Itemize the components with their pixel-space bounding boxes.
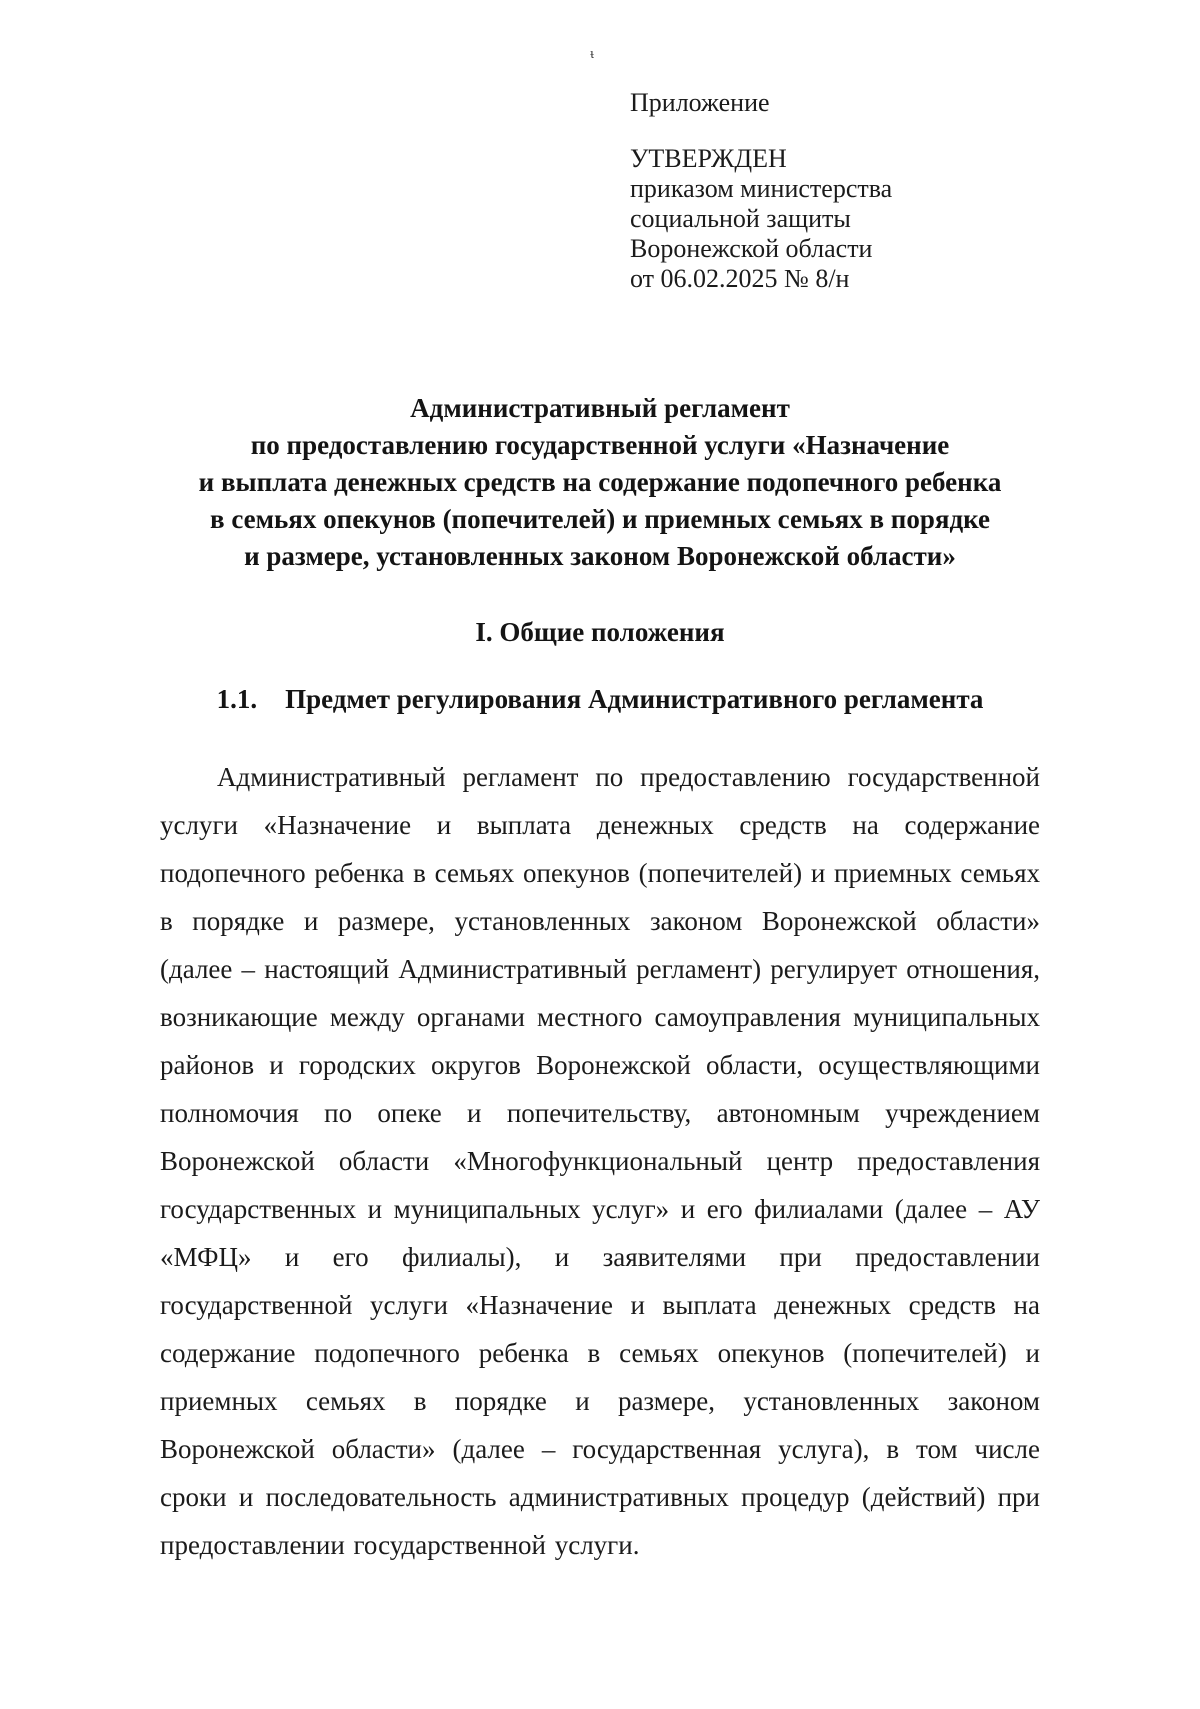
document-title-line: по предоставлению государственной услуги «Назначение bbox=[250, 430, 950, 460]
body-paragraph: Административный регламент по предоставлению государственной услуги «Назначение и выплата денежных средств на содержание подопечного ребенка в семьях опекунов (попечителей) и приемных семьях в порядке и размере, установленных законом Воронежской области» (далее – настоящий Административный регламент) регулирует отношения, возникающие между органами местного самоуправления муниципальных районов и городских округов Воронежской области, осуществляющими полномочия по опеке и попечительству, автономным учреждением Воронежской области «Многофункциональный центр предоставления государственных и муниципальных услуг» и его филиалами (далее – АУ «МФЦ» и его филиалы), и заявителями при предоставлении государственной услуги «Назначение и выплата денежных средств на содержание подопечного ребенка в семьях опекунов (попечителей) и приемных семьях в порядке и размере, установленных законом Воронежской области» (далее – государственная услуга), в том числе сроки и последовательность административных процедур (действий) при предоставлении государственной услуги. bbox=[160, 762, 1040, 1560]
subsection-number: 1.1. bbox=[216, 684, 258, 714]
document-title-line: и выплата денежных средств на содержание подопечного ребенка bbox=[198, 467, 1002, 497]
document-title bbox=[160, 390, 1040, 575]
approval-block bbox=[630, 88, 1040, 294]
subsection-heading-1-1 bbox=[160, 684, 1040, 715]
approval-authority-line: приказом министерства bbox=[630, 174, 893, 203]
annex-label: Приложение bbox=[630, 88, 770, 117]
approved-label: УТВЕРЖДЕН bbox=[630, 144, 787, 173]
scan-artifact: ᵼ bbox=[590, 46, 595, 62]
approval-authority-line: Воронежской области bbox=[630, 234, 873, 263]
subsection-title: Предмет регулирования Административного регламента bbox=[285, 684, 984, 714]
section-heading-general: I. Общие положения bbox=[475, 617, 725, 647]
document-title-line: в семьях опекунов (попечителей) и приемных семьях в порядке bbox=[209, 504, 991, 534]
document-title-line: и размере, установленных законом Воронежской области» bbox=[244, 541, 956, 571]
approval-order-date: от 06.02.2025 № 8/н bbox=[630, 264, 850, 293]
approval-authority-line: социальной защиты bbox=[630, 204, 851, 233]
document-title-line: Административный регламент bbox=[410, 393, 790, 423]
